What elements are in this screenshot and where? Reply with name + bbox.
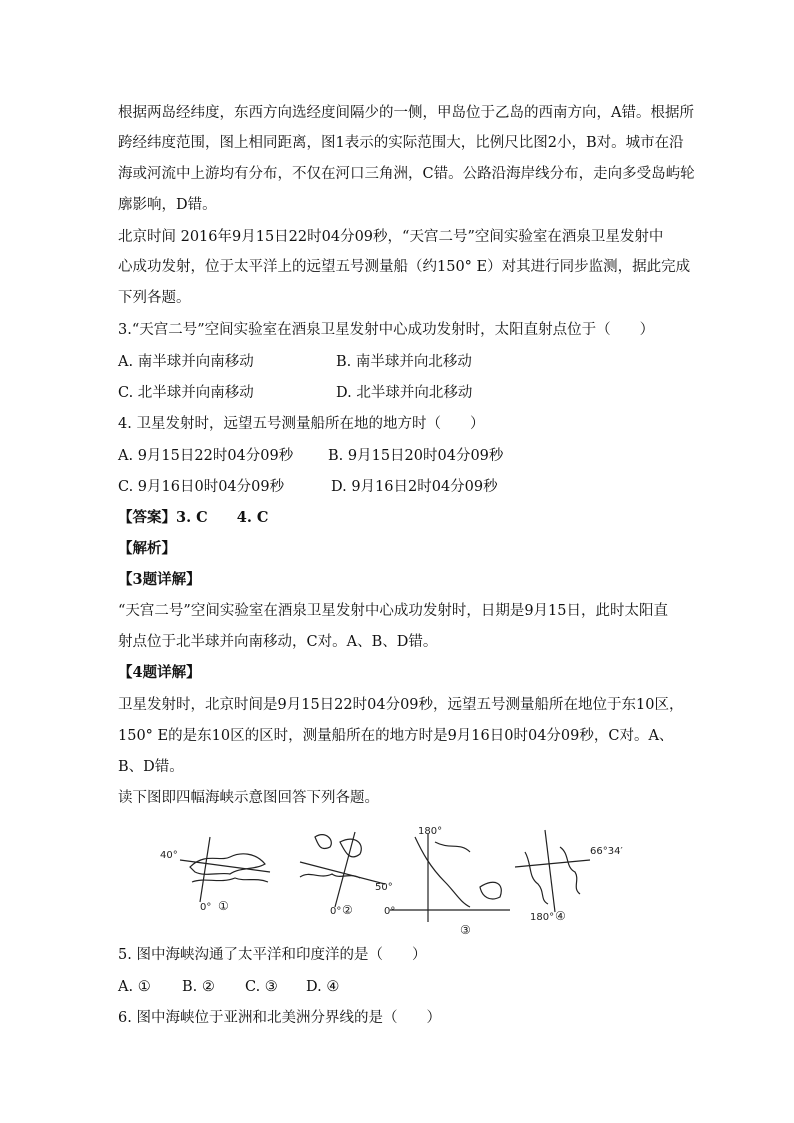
- answer-line: 【答案】3. C 4. C: [118, 509, 269, 526]
- paragraph-line: 心成功发射，位于太平洋上的远望五号测量船（约150° E）对其进行同步监测，据此完成: [118, 259, 691, 275]
- strait-maps-figure: [160, 822, 630, 940]
- question-4-stem: 4. 卫星发射时，远望五号测量船所在地的地方时（ ）: [118, 416, 485, 432]
- detail-3-line: 射点位于北半球并向南移动，C对。A、B、D错。: [118, 634, 438, 650]
- question-4-option-d: D. 9月16日2时04分09秒: [331, 479, 498, 495]
- detail-3-heading: 【3题详解】: [118, 571, 201, 588]
- map-2-latitude-label: 50°: [375, 882, 393, 893]
- question-4-option-b: B. 9月15日20时04分09秒: [328, 448, 504, 464]
- map-4-latitude-label: 66°34′: [590, 846, 623, 857]
- strait-map-3: [390, 826, 510, 937]
- strait-map-1: [160, 837, 270, 913]
- question-5-option-b: B. ②: [182, 979, 215, 995]
- paragraph-line: 海或河流中上游均有分布，不仅在河口三角洲，C错。公路沿海岸线分布，走向多受岛屿轮: [118, 166, 695, 182]
- paragraph-line: 下列各题。: [118, 290, 191, 306]
- detail-4-heading: 【4题详解】: [118, 664, 201, 681]
- map-2-number: ②: [342, 903, 353, 917]
- question-5-option-c: C. ③: [245, 979, 278, 995]
- question-4-option-a: A. 9月15日22时04分09秒: [118, 448, 294, 464]
- question-5-option-d: D. ④: [306, 979, 340, 995]
- map-1-number: ①: [218, 899, 229, 913]
- map-4-number: ④: [555, 909, 566, 923]
- question-5-option-a: A. ①: [118, 979, 151, 995]
- question-3-option-a: A. 南半球并向南移动: [118, 354, 254, 370]
- map-4-longitude-label: 180°: [530, 912, 555, 923]
- question-4-option-c: C. 9月16日0时04分09秒: [118, 479, 285, 495]
- map-intro: 读下图即四幅海峡示意图回答下列各题。: [118, 790, 379, 806]
- question-3-stem: 3.“天宫二号”空间实验室在酒泉卫星发射中心成功发射时，太阳直射点位于（ ）: [118, 322, 655, 338]
- paragraph-line: 北京时间 2016年9月15日22时04分09秒，“天宫二号”空间实验室在酒泉卫星发射中: [118, 229, 664, 245]
- map-3-longitude-label: 180°: [418, 826, 443, 837]
- question-3-option-c: C. 北半球并向南移动: [118, 385, 254, 401]
- paragraph-line: 跨经纬度范围，图上相同距离，图1表示的实际范围大，比例尺比图2小，B对。城市在沿: [118, 135, 684, 151]
- strait-map-2: [300, 832, 395, 917]
- question-3-option-b: B. 南半球并向北移动: [336, 354, 472, 370]
- map-1-latitude-label: 40°: [160, 850, 178, 861]
- map-2-longitude-label: 0°: [330, 906, 342, 917]
- detail-4-line: 卫星发射时，北京时间是9月15日22时04分09秒，远望五号测量船所在地位于东10区，: [118, 697, 684, 713]
- detail-4-line: 150° E的是东10区的区时，测量船所在的地方时是9月16日0时04分09秒，C对。A、: [118, 728, 674, 744]
- map-1-longitude-label: 0°: [200, 902, 212, 913]
- strait-map-4: [515, 830, 623, 923]
- detail-4-line: B、D错。: [118, 759, 184, 775]
- question-3-option-d: D. 北半球并向北移动: [336, 385, 473, 401]
- paragraph-line: 廓影响，D错。: [118, 197, 217, 213]
- paragraph-line: 根据两岛经纬度，东西方向选经度间隔少的一侧，甲岛位于乙岛的西南方向，A错。根据所: [118, 105, 694, 121]
- question-5-stem: 5. 图中海峡沟通了太平洋和印度洋的是（ ）: [118, 947, 427, 963]
- detail-3-line: “天宫二号”空间实验室在酒泉卫星发射中心成功发射时，日期是9月15日，此时太阳直: [118, 603, 668, 619]
- map-3-number: ③: [460, 923, 471, 937]
- analysis-heading: 【解析】: [118, 540, 176, 557]
- question-6-stem: 6. 图中海峡位于亚洲和北美洲分界线的是（ ）: [118, 1010, 441, 1026]
- map-2-extra-longitude-label: 0°: [384, 906, 396, 917]
